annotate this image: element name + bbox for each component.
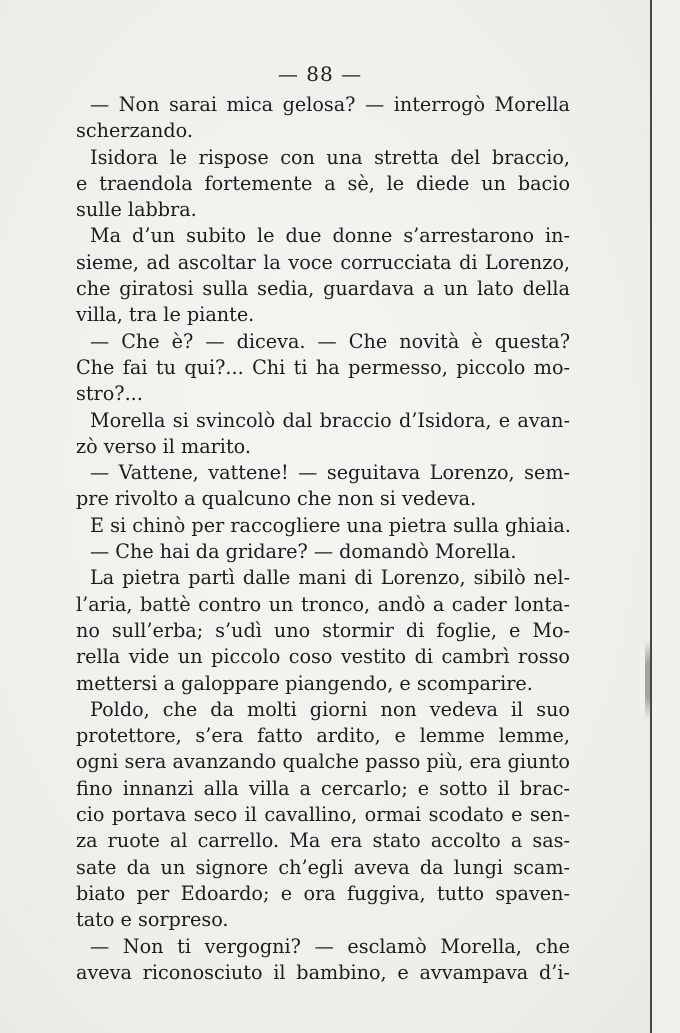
text-line: che giratosi sulla sedia, guardava a un lato della <box>76 277 570 301</box>
text-line: — Che è? — diceva. — Che novità è questa? <box>90 329 570 353</box>
text-line: Morella si svincolò dal braccio d’Isidora, e avan- <box>90 408 570 432</box>
text-line: cio portava seco il cavallino, ormai scodato e sen- <box>76 803 570 827</box>
text-line: — Non ti vergogni? — esclamò Morella, che <box>90 934 570 958</box>
text-line: e traendola fortemente a sè, le diede un bacio <box>76 171 570 195</box>
text-line: rella vide un piccolo coso vestito di cambrì rosso <box>76 645 570 669</box>
text-line: biato per Edoardo; e ora fuggiva, tutto spaven- <box>76 881 570 905</box>
text-line: za ruote al carrello. Ma era stato accolto a sas- <box>76 829 570 853</box>
text-line: Che fai tu qui?... Chi ti ha permesso, piccolo mo- <box>76 355 570 379</box>
text-line: scherzando. <box>76 119 193 143</box>
text-line: La pietra partì dalle mani di Lorenzo, sibilò nel- <box>90 566 570 590</box>
text-line: sate da un signore ch’egli aveva da lungi scam- <box>76 855 570 879</box>
text-line: fino innanzi alla villa a cercarlo; e sotto il brac- <box>76 776 570 800</box>
text-line: no sull’erba; s’udì uno stormir di foglie, e Mo- <box>76 618 570 642</box>
text-line: l’aria, battè contro un tronco, andò a cader lonta- <box>76 592 570 616</box>
text-line: stro?... <box>76 382 143 406</box>
text-line: protettore, s’era fatto ardito, e lemme lemme, <box>76 724 570 748</box>
body-text <box>76 92 570 986</box>
text-line: aveva riconosciuto il bambino, e avvampava d’i- <box>76 960 570 984</box>
text-line: pre rivolto a qualcuno che non si vedeva. <box>76 487 477 511</box>
text-line: villa, tra le piante. <box>76 303 255 327</box>
text-line: Poldo, che da molti giorni non vedeva il suo <box>90 697 570 721</box>
text-line: E si chinò per raccogliere una pietra sulla ghiaia. <box>90 513 571 537</box>
text-line: — Non sarai mica gelosa? — interrogò Morella <box>90 93 570 116</box>
text-line: Isidora le rispose con una stretta del braccio, <box>90 145 570 169</box>
adjacent-page-strip <box>652 0 680 1033</box>
page-edge <box>650 0 652 1033</box>
text-line: sieme, ad ascoltar la voce corrucciata di Lorenzo, <box>76 250 570 274</box>
text-line: mettersi a galoppare piangendo, e scomparire. <box>76 671 533 695</box>
text-line: — Vattene, vattene! — seguitava Lorenzo, sem- <box>90 461 570 485</box>
text-line: tato e sorpreso. <box>76 908 229 932</box>
text-line: — Che hai da gridare? — domandò Morella. <box>90 540 517 564</box>
text-line: Ma d’un subito le due donne s’arrestarono in- <box>90 224 570 248</box>
text-line: zò verso il marito. <box>76 434 251 458</box>
text-line: ogni sera avanzando qualche passo più, era giunto <box>76 750 570 774</box>
page-number: — 88 — <box>277 62 363 86</box>
text-line: sulle labbra. <box>76 198 197 222</box>
